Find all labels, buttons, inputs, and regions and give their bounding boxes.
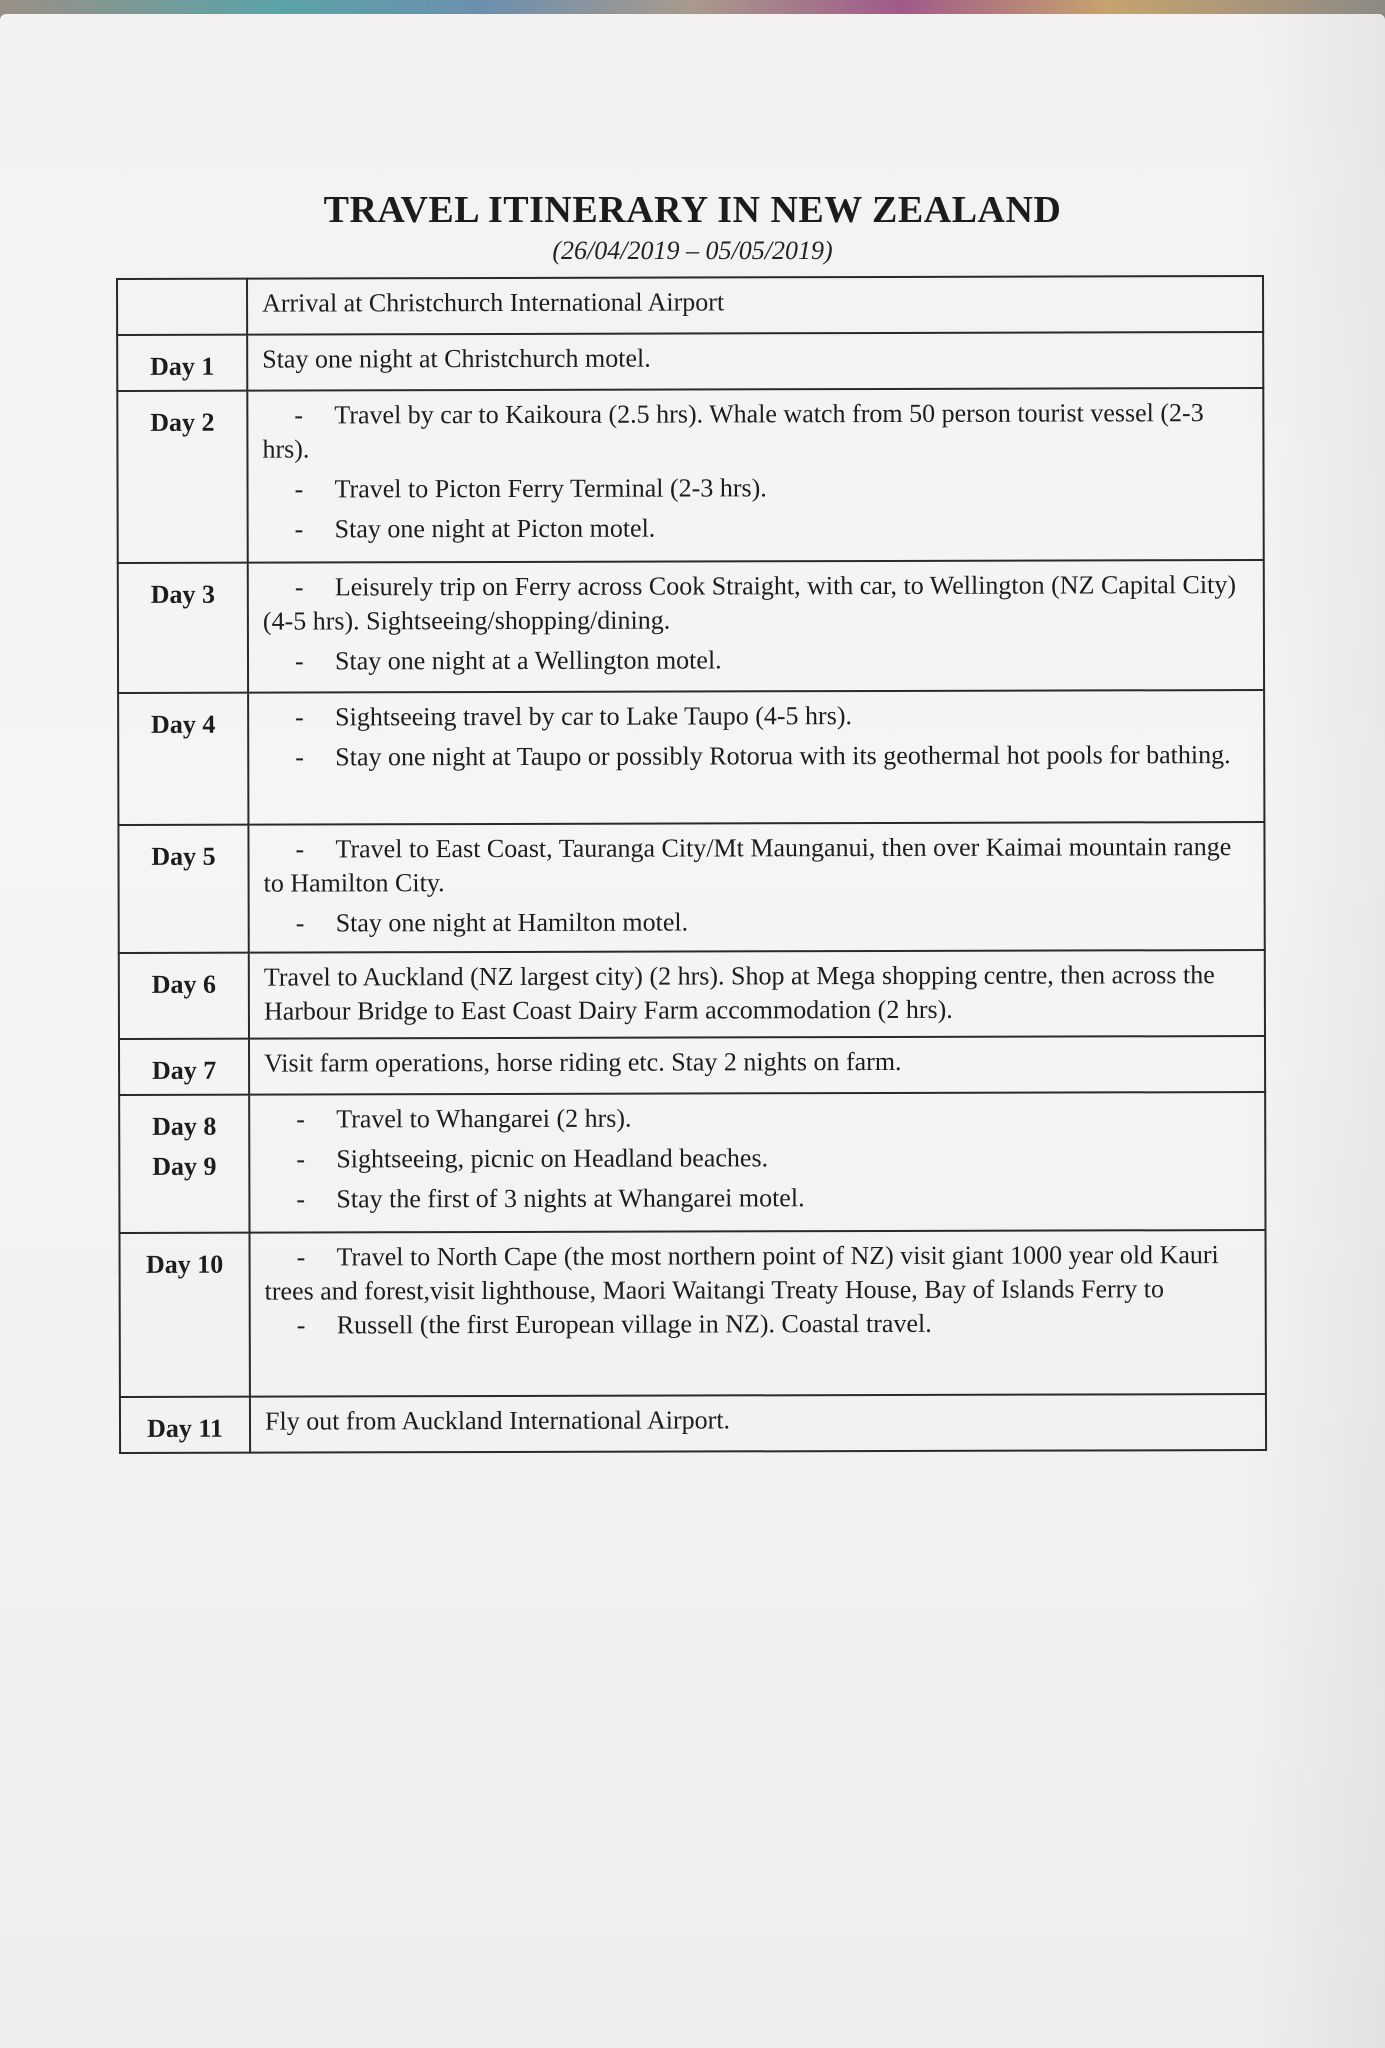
day-label: Day 9 xyxy=(152,1151,217,1181)
bullet-dash: - xyxy=(295,908,305,938)
itinerary-text: Leisurely trip on Ferry across Cook Straight, with car, to Wellington (NZ Capital City) (4-5 hrs). Sightseeing/shopping/dining. xyxy=(262,570,1237,636)
day-cell: Day 5 xyxy=(118,825,248,953)
itinerary-text: Sightseeing travel by car to Lake Taupo (4-5 hrs). xyxy=(335,701,853,732)
table-row xyxy=(117,388,1263,563)
table-row xyxy=(119,950,1265,1039)
table-row xyxy=(120,1230,1266,1397)
itinerary-bullet xyxy=(263,698,1251,735)
table-row xyxy=(117,276,1263,335)
itinerary-bullet xyxy=(264,1180,1252,1217)
bullet-dash: - xyxy=(296,1184,306,1214)
itinerary-bullet xyxy=(263,830,1251,901)
description-cell xyxy=(247,332,1263,391)
itinerary-text: Stay one night at Christchurch motel. xyxy=(262,343,651,374)
itinerary-text: Sightseeing, picnic on Headland beaches. xyxy=(336,1143,769,1174)
bullet-dash: - xyxy=(294,572,304,602)
bullet-dash: - xyxy=(295,834,305,864)
description-cell xyxy=(249,1036,1265,1095)
day-cell: Day 11 xyxy=(120,1397,250,1453)
table-row xyxy=(118,690,1264,825)
bullet-dash: - xyxy=(294,400,304,430)
description-cell xyxy=(248,560,1264,693)
day-cell: Day 3 xyxy=(118,563,248,693)
itinerary-bullet xyxy=(265,1306,1253,1343)
table-row xyxy=(117,332,1263,391)
itinerary-text: Arrival at Christchurch International Airport xyxy=(262,287,725,318)
itinerary-bullet xyxy=(263,642,1251,679)
itinerary-text: Travel by car to Kaikoura (2.5 hrs). Whale watch from 50 person tourist vessel (2-3 hrs). xyxy=(262,398,1204,464)
itinerary-text: Travel to Auckland (NZ largest city) (2 hrs). Shop at Mega shopping centre, then across the Harbour Bridge to East Coast Dairy Farm accommodation (2 hrs). xyxy=(263,960,1215,1026)
itinerary-text: Stay one night at Picton motel. xyxy=(334,513,656,544)
itinerary-bullet xyxy=(263,568,1251,639)
description-cell xyxy=(248,822,1264,953)
bullet-dash: - xyxy=(294,474,304,504)
day-label: Day 8 xyxy=(152,1111,217,1141)
table-row xyxy=(118,560,1264,693)
itinerary-text: Travel to North Cape (the most northern point of NZ) visit giant 1000 year old Kauri trees and forest,visit lighthouse, Maori Waitangi Treaty House, Bay of Islands Ferry to xyxy=(264,1240,1219,1306)
itinerary-text: Fly out from Auckland International Airport. xyxy=(264,1405,731,1436)
itinerary-table xyxy=(116,275,1267,1454)
itinerary-text: Stay one night at Taupo or possibly Rotorua with its geothermal hot pools for bathing. xyxy=(335,740,1231,772)
day-cell: Day 10 xyxy=(120,1233,250,1397)
table-row xyxy=(118,822,1264,953)
table-row xyxy=(119,1092,1265,1233)
document-title: TRAVEL ITINERARY IN NEW ZEALAND xyxy=(323,189,1062,231)
itinerary-bullet xyxy=(263,738,1251,775)
itinerary-text: Russell (the first European village in NZ). Coastal travel. xyxy=(336,1308,932,1340)
bullet-dash: - xyxy=(296,1144,306,1174)
bullet-dash: - xyxy=(294,514,304,544)
bullet-dash: - xyxy=(294,646,304,676)
description-cell xyxy=(248,690,1264,825)
itinerary-bullet xyxy=(263,510,1251,547)
itinerary-text: Visit farm operations, horse riding etc. Stay 2 nights on farm. xyxy=(264,1046,902,1078)
day-cell: Day 2 xyxy=(117,391,247,563)
table-row xyxy=(120,1394,1266,1453)
table-row xyxy=(119,1036,1265,1095)
bullet-dash: - xyxy=(295,742,304,772)
itinerary-bullet xyxy=(264,1100,1252,1137)
day-cell xyxy=(119,1095,249,1233)
description-cell xyxy=(249,1092,1265,1233)
description-cell xyxy=(247,388,1263,563)
itinerary-text: Travel to East Coast, Tauranga City/Mt Maunganui, then over Kaimai mountain range to Hamilton City. xyxy=(263,832,1232,898)
itinerary-text: Travel to Picton Ferry Terminal (2-3 hrs). xyxy=(334,473,767,504)
description-cell xyxy=(249,1230,1265,1397)
description-cell xyxy=(250,1394,1266,1453)
itinerary-text: Stay one night at Hamilton motel. xyxy=(335,907,689,938)
itinerary-bullet xyxy=(263,470,1251,507)
itinerary-bullet xyxy=(265,1238,1253,1309)
bullet-dash: - xyxy=(296,1104,305,1134)
itinerary-text: Travel to Whangarei (2 hrs). xyxy=(336,1103,632,1134)
day-cell xyxy=(117,279,247,335)
day-cell: Day 6 xyxy=(119,953,249,1039)
bullet-dash: - xyxy=(295,702,304,732)
description-cell xyxy=(249,950,1265,1039)
document-dates: (26/04/2019 – 05/05/2019) xyxy=(552,236,833,265)
bullet-dash: - xyxy=(296,1242,306,1272)
itinerary-bullet xyxy=(262,396,1250,467)
day-cell: Day 7 xyxy=(119,1039,249,1095)
day-cell: Day 4 xyxy=(118,693,248,825)
paper-shadow xyxy=(1245,14,1385,2048)
itinerary-text: Stay the first of 3 nights at Whangarei motel. xyxy=(336,1183,805,1214)
day-cell: Day 1 xyxy=(117,335,247,391)
bullet-dash: - xyxy=(296,1310,306,1340)
itinerary-bullet xyxy=(264,904,1252,941)
itinerary-bullet xyxy=(264,1140,1252,1177)
itinerary-text: Stay one night at a Wellington motel. xyxy=(334,645,722,676)
description-cell xyxy=(247,276,1263,335)
